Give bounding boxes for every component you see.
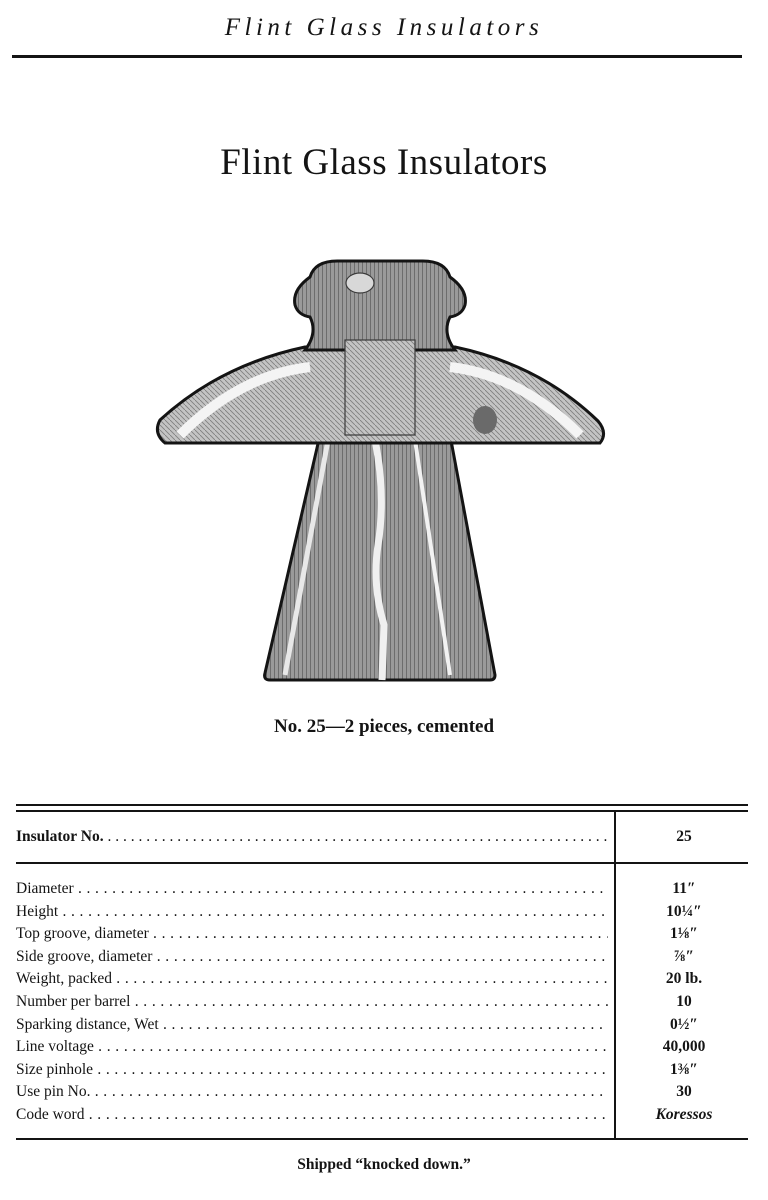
spec-labels	[16, 878, 608, 1127]
table-row-label: Number per barrel . . .	[16, 991, 608, 1014]
insulator-number-value: 25	[676, 828, 692, 845]
table-row-label: Side groove, diameter . . .	[16, 946, 608, 969]
code-word-value: Koressos	[655, 1105, 713, 1123]
figure-caption: No. 25—2 pieces, cemented	[273, 716, 495, 737]
table-row-label: Top groove, diameter . . .	[16, 923, 608, 946]
table-row-label: Diameter . . .	[16, 878, 608, 901]
table-row-value: 40,000	[662, 1038, 706, 1056]
table-row-value: 20 lb.	[665, 970, 703, 988]
table-bottom-rule	[16, 1138, 748, 1140]
insulator-number-label: Insulator No. . . .	[16, 828, 608, 846]
table-row-label: Size pinhole . . .	[16, 1059, 608, 1082]
table-row-value: 0½″	[670, 1015, 698, 1033]
table-row-label: Code word . . .	[16, 1104, 608, 1127]
table-column-divider	[614, 812, 616, 1140]
table-row-value: ⅞″	[673, 947, 695, 965]
table-row-value: 11″	[672, 880, 696, 897]
table-row-label: Line voltage . . .	[16, 1036, 608, 1059]
table-top-rule-1	[16, 804, 748, 806]
table-row-value: 1⅛″	[670, 925, 698, 943]
table-row-label: Weight, packed . . .	[16, 968, 608, 991]
header-rule	[12, 55, 742, 58]
page-title: Flint Glass Insulators	[220, 142, 548, 183]
shipping-note: Shipped “knocked down.”	[297, 1156, 471, 1173]
table-row-value: 10	[676, 992, 692, 1010]
table-header-divider	[16, 862, 748, 864]
table-row-value: 1⅜″	[670, 1060, 698, 1078]
table-row-label: Sparking distance, Wet . . .	[16, 1014, 608, 1037]
table-row-label: Use pin No. . . .	[16, 1081, 608, 1104]
table-top-rule-2	[16, 810, 748, 812]
glass-insulator-illustration	[150, 255, 610, 690]
table-row-value: 10¼″	[666, 902, 702, 920]
running-head: Flint Glass Insulators	[224, 14, 544, 41]
table-row-label: Height . . .	[16, 901, 608, 924]
spec-values	[620, 878, 748, 1127]
table-row-value: 30	[676, 1083, 692, 1101]
